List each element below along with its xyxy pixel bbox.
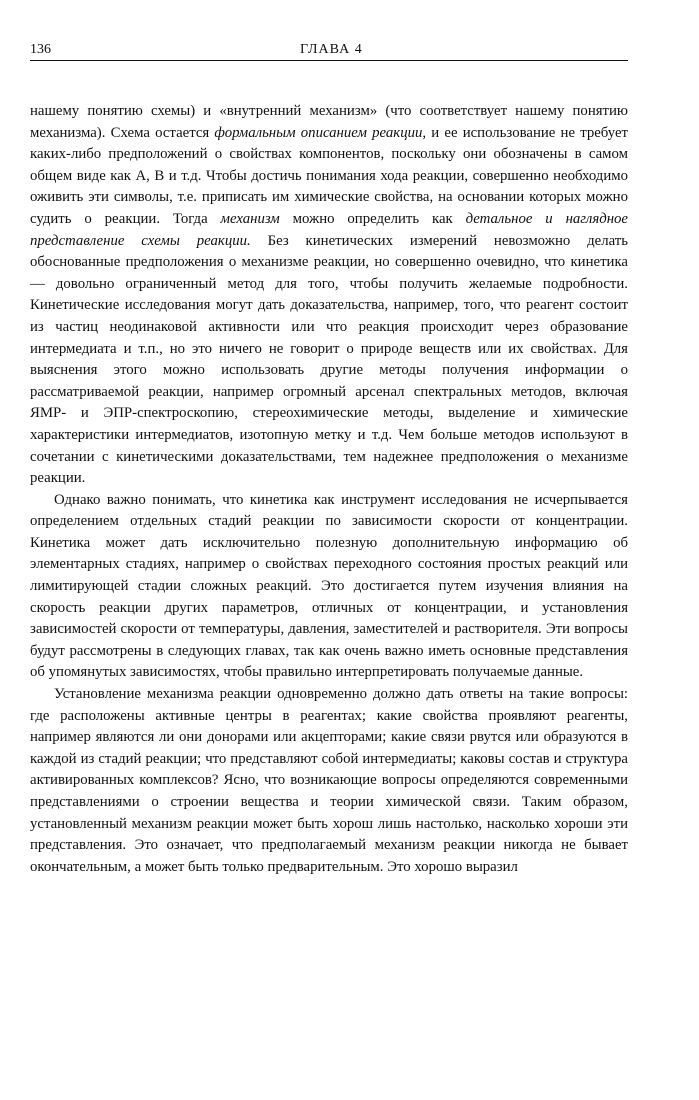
paragraph-1 (30, 101, 628, 490)
paragraph-1-text-4: Без кинетических измерений невозможно делать обоснованные предположения о механизме реакции, но совершенно очевидно, что кинетика — довольно ограниченный метод для того, чтобы получить желаемые подробности. Кинетические исследования могут дать доказательства, например, того, что реагент состоит из частиц неодинаковой активности или что реакция происходит через образование интермедиата и т.п., но это ничего не говорит о природе веществ или их свойствах. Для выяснения этого можно использовать другие методы получения информации о рассматриваемой реакции, например огромный арсенал спектральных методов, включая ЯМР- и ЭПР-спектроскопию, стереохимические методы, выделение и химические характеристики интермедиатов, изотопную метку и т.д. Чем больше методов используют в сочетании с кинетическими доказательствами, тем надежнее предположения о механизме реакции. (30, 232, 628, 487)
paragraph-1-text-3: можно определить как (279, 210, 466, 227)
paragraph-2: Однако важно понимать, что кинетика как инструмент исследования не исчерпывается определением отдельных стадий реакции по зависимости скорости от концентрации. Кинетика может дать исключительно полезную дополнительную информацию об элементарных стадиях, например о свойствах переходного состояния простых реакций или лимитирующей стадии сложных реакций. Это достигается путем изучения влияния на скорость реакции других параметров, отличных от концентрации, и установления зависимостей скорости от температуры, давления, заместителей и растворителя. Эти вопросы будут рассмотрены в следующих главах, так как очень важно иметь основные представления об упомянутых зависимостях, чтобы правильно интерпретировать получаемые данные. (30, 491, 628, 681)
paragraph-1-text-2: и ее использование не требует каких-либо предположений о свойствах компонентов, поскольку они обозначены в самом общем виде как А, В и т.д. Чтобы достичь понимания хода реакции, совершенно необходимо оживить эти символы, т.е. приписать им химические свойства, на основании которых можно судить о реакции. Тогда (30, 124, 629, 227)
body-text (30, 101, 628, 878)
running-head (30, 40, 628, 61)
paragraph-1-italic-1: формальным описанием реакции, (214, 124, 427, 141)
page-number: 136 (30, 42, 51, 57)
paragraph-1-italic-2: механизм (220, 210, 280, 227)
book-page (30, 40, 628, 878)
chapter-title: ГЛАВА 4 (300, 42, 363, 57)
paragraph-1-italic-3: детальное и наглядное представление схемы реакции. (30, 210, 629, 249)
paragraph-1-text-1: нашему понятию схемы) и «внутренний механизм» (что соответствует нашему понятию механизма). Схема остается (30, 103, 628, 141)
paragraph-3: Установление механизма реакции одновременно должно дать ответы на такие вопросы: где расположены активные центры в реагентах; какие свойства проявляют реагенты, например являются ли они донорами или акцепторами; какие связи рвутся или образуются в каждой из стадий реакции; что представляют собой интермедиаты; каковы состав и структура активированных комплексов? Ясно, что возникающие вопросы определяются современными представлениями о строении вещества и теории химической связи. Таким образом, установленный механизм реакции может быть хорош лишь настолько, насколько хороши эти представления. Это означает, что предполагаемый механизм реакции никогда не бывает окончательным, а может быть только предварительным. Это хорошо выразил (30, 686, 628, 875)
